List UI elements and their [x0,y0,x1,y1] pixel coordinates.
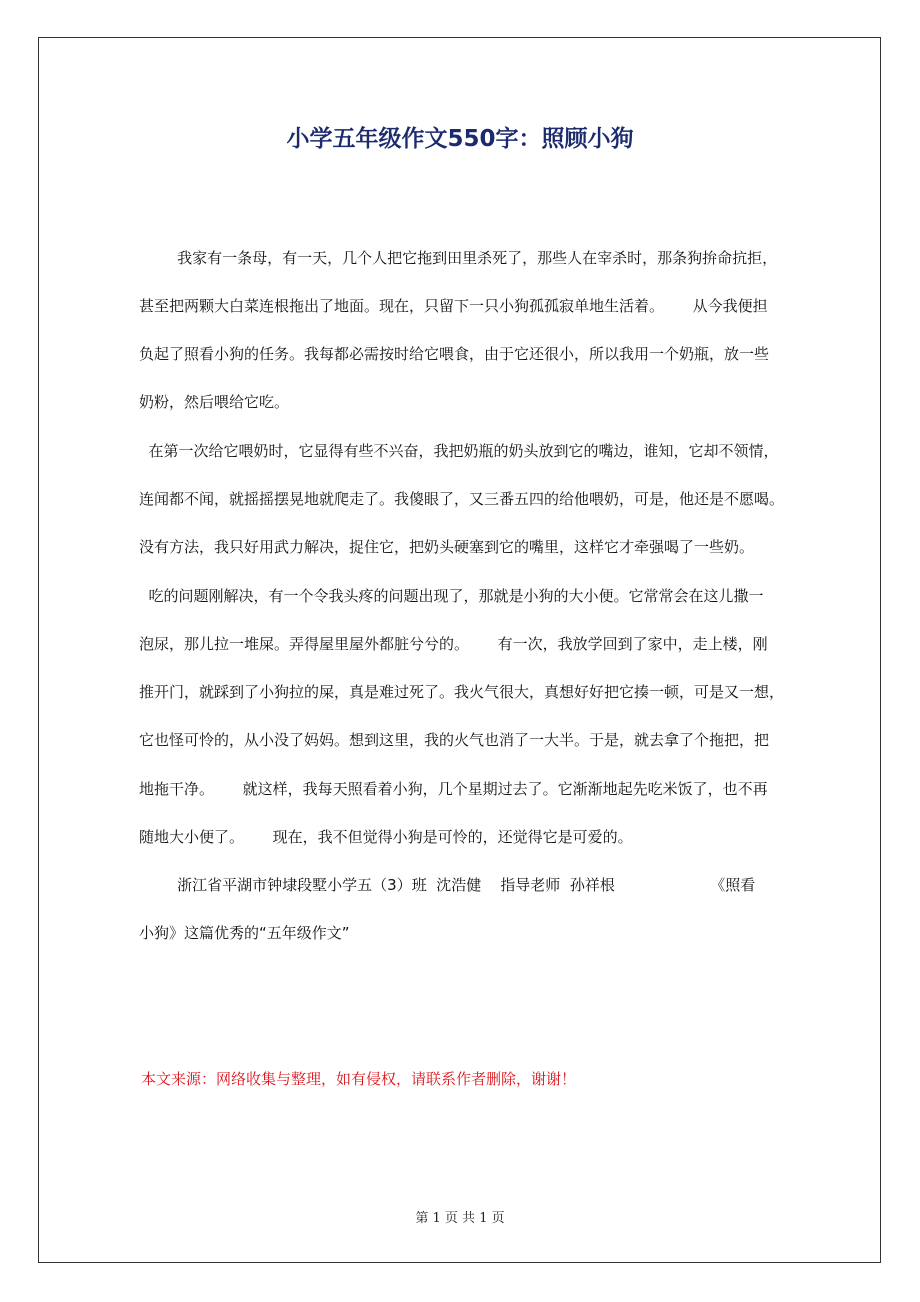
body-line: 泡尿，那儿拉一堆屎。弄得屋里屋外都脏兮兮的。 有一次，我放学回到了家中，走上楼，刚 [139,635,768,653]
body-line: 浙江省平湖市钟埭段墅小学五（3）班 沈浩健 指导老师 孙祥根 《照看 [139,876,756,894]
document-title: 小学五年级作文550字：照顾小狗 [286,126,634,152]
body-line: 在第一次给它喂奶时，它显得有些不兴奋，我把奶瓶的奶头放到它的嘴边，谁知，它却不领情， [139,442,779,460]
body-line: 小狗》这篇优秀的“五年级作文” [139,924,350,942]
source-note: 本文来源：网络收集与整理，如有侵权，请联系作者删除，谢谢！ [141,1070,577,1088]
body-line: 连闻都不闻，就摇摇摆晃地就爬走了。我傻眼了，又三番五四的给他喂奶，可是，他还是不愿喝。 [139,490,785,508]
page-footer: 第 1 页 共 1 页 [415,1211,505,1226]
body-line: 随地大小便了。 现在，我不但觉得小狗是可怜的，还觉得它是可爱的。 [139,828,633,846]
body-line: 我家有一条母，有一天，几个人把它拖到田里杀死了，那些人在宰杀时，那条狗拚命抗拒， [139,249,778,267]
body-line: 甚至把两颗大白菜连根拖出了地面。现在，只留下一只小狗孤孤寂单地生活着。 从今我便担 [139,297,768,315]
body-line: 吃的问题刚解决，有一个令我头疼的问题出现了，那就是小狗的大小便。它常常会在这儿撒一 [139,587,764,605]
body-line: 推开门，就踩到了小狗拉的屎，真是难过死了。我火气很大，真想好好把它揍一顿，可是又一想， [139,683,785,701]
body-line: 负起了照看小狗的任务。我每都必需按时给它喂食，由于它还很小，所以我用一个奶瓶，放一些 [139,345,770,363]
body-line: 没有方法，我只好用武力解决，捉住它，把奶头硬塞到它的嘴里，这样它才牵强喝了一些奶。 [139,538,755,556]
body-line: 它也怪可怜的，从小没了妈妈。想到这里，我的火气也消了一大半。于是，就去拿了个拖把，把 [139,731,770,749]
body-line: 地拖干净。 就这样，我每天照看着小狗，几个星期过去了。它渐渐地起先吃米饭了，也不再 [139,780,768,798]
body-line: 奶粉，然后喂给它吃。 [139,393,290,411]
